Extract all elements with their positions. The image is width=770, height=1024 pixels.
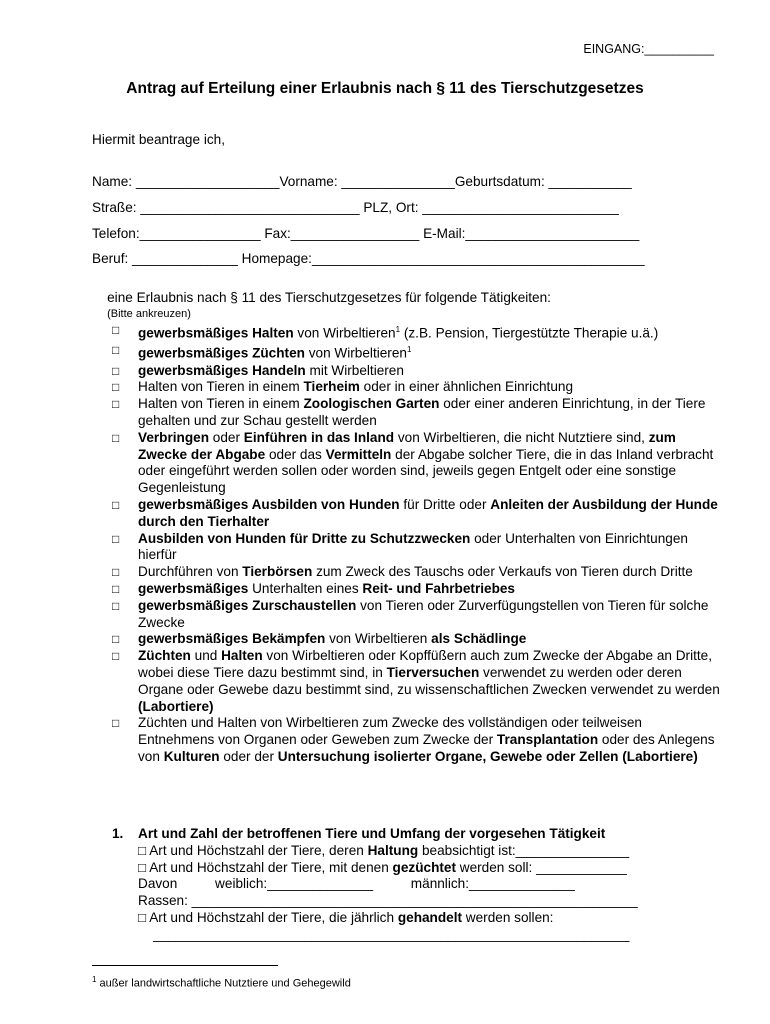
item-text: oder (209, 429, 244, 445)
item-text: □ Art und Höchstzahl der Tiere, mit denen (138, 859, 393, 875)
checkbox[interactable]: □ (112, 498, 120, 513)
checklist-item (112, 581, 720, 598)
checklist-item (112, 396, 720, 430)
section-1-heading (112, 826, 720, 843)
checkbox[interactable]: □ (112, 716, 120, 731)
item-text: oder des Anlegens von (138, 732, 715, 764)
checkbox[interactable]: □ (112, 397, 120, 412)
footnote-mark: 1 (92, 975, 97, 984)
checkbox[interactable]: □ (112, 343, 120, 358)
item-text: Zoologischen Garten (303, 396, 440, 412)
item-text: zum Zwecke der Abgabe (138, 429, 676, 462)
item-text: oder das (265, 446, 326, 462)
ankreuzen-hint: (Bitte ankreuzen) (107, 308, 191, 320)
checkbox[interactable]: □ (112, 363, 120, 378)
checklist-item (112, 598, 720, 632)
section-1 (112, 826, 720, 944)
item-text: gewerbsmäßiges Ausbilden von Hunden (138, 497, 400, 513)
checkbox[interactable]: □ (112, 598, 120, 613)
item-text: gewerbsmäßiges Zurschaustellen (138, 597, 357, 613)
erlaubnis-label: eine Erlaubnis nach § 11 des Tierschutzgesetzes für folgende Tätigkeiten: (107, 290, 551, 305)
checklist-item (112, 363, 720, 380)
item-text: gewerbsmäßiges Handeln (138, 362, 306, 378)
haltung-line[interactable] (112, 843, 720, 860)
item-text: zum Zweck des Tauschs oder Verkaufs von Tieren durch Dritte (312, 564, 693, 580)
item-text: oder einer anderen Einrichtung, in der Tiere gehalten und zur Schau gestellt werden (138, 396, 706, 429)
checkbox[interactable]: □ (112, 380, 120, 395)
intro-text: Hiermit beantrage ich, (92, 132, 225, 147)
item-text: gewerbsmäßiges Bekämpfen (138, 631, 326, 647)
checklist-item (112, 715, 720, 765)
checklist-item (112, 497, 720, 531)
item-text: gewerbsmäßiges Züchten (138, 345, 305, 361)
footnote-rule (92, 965, 278, 966)
item-text: (Labortiere) (138, 698, 214, 714)
item-text: und (190, 648, 222, 664)
item-text: von Wirbeltieren (325, 631, 432, 647)
item-text: Vermitteln (325, 446, 392, 462)
item-text: Durchführen von (138, 564, 243, 580)
item-text: Transplantation (496, 732, 599, 748)
checkbox[interactable]: □ (112, 649, 120, 664)
checkbox[interactable]: □ (112, 565, 120, 580)
checklist-item (112, 430, 720, 497)
checklist-item (112, 564, 720, 581)
checklist-item (112, 631, 720, 648)
item-text: werden soll: ____________ (456, 859, 627, 875)
item-text: Tierbörsen (242, 564, 313, 580)
item-text: Tierheim (303, 379, 360, 395)
section-number: 1. (112, 826, 124, 841)
footnote-text: außer landwirtschaftliche Nutztiere und Gehegewild (96, 977, 351, 990)
item-text: gehandelt (397, 909, 463, 925)
item-text: von Tieren oder Zurverfügungstellen von Tieren für solche Zwecke (138, 597, 709, 630)
checklist-item (112, 648, 720, 715)
item-text: □ Art und Höchstzahl der Tiere, deren (138, 842, 368, 858)
item-text: von Wirbeltieren, die nicht Nutztiere sind, (394, 429, 649, 445)
item-text: verwendet zu werden oder deren Organe oder Gewebe dazu bestimmt sind, zu wissenschaftlichen Zwecken verwendet zu werden (138, 665, 720, 697)
checkbox[interactable]: □ (112, 632, 120, 647)
item-text: als Schädlinge (431, 631, 527, 647)
item-text: von Wirbeltieren (304, 345, 407, 361)
section-title: Art und Zahl der betroffenen Tiere und Umfang der vorgesehen Tätigkeit (138, 826, 606, 841)
item-text: oder Unterhalten von Einrichtungen hierfür (138, 530, 688, 563)
davon-line[interactable]: Davon weiblich:______________ männlich:______________ (138, 876, 575, 892)
checklist-item (112, 531, 720, 565)
item-text: mit Wirbeltieren (305, 362, 404, 378)
item-text: Reit- und Fahrbetriebes (362, 581, 515, 597)
job-line[interactable]: Beruf: ______________ Homepage:____________________________________________ (92, 251, 645, 266)
checkbox[interactable]: □ (112, 323, 120, 337)
footnote-ref: 1 (406, 345, 412, 355)
item-text: beabsichtigt ist:_______________ (418, 842, 630, 858)
item-text: Verbringen (138, 429, 210, 445)
item-text: werden sollen: (462, 909, 554, 925)
gehandelt-line[interactable] (112, 910, 720, 927)
rassen-line[interactable]: Rassen: ___________________________________________________________ (138, 893, 638, 909)
item-text: Halten von Tieren in einem (138, 396, 304, 412)
item-text: Halten (221, 648, 263, 664)
footnote (92, 975, 351, 990)
item-text: oder der (219, 748, 278, 764)
footnote-ref: 1 (395, 325, 401, 334)
form-title: Antrag auf Erteilung einer Erlaubnis nach § 11 des Tierschutzgesetzes (126, 80, 644, 97)
name-line[interactable]: Name: ___________________Vorname: _______________Geburtsdatum: ___________ (92, 174, 632, 189)
item-text: gewerbsmäßiges (138, 581, 249, 597)
item-text: Einführen in das Inland (243, 429, 395, 445)
eingang-field: EINGANG:__________ (583, 42, 714, 56)
checklist-item (112, 322, 720, 342)
item-text: Züchten und Halten von Wirbeltieren zum Zwecke des vollständigen oder teilweisen Entnehmens von Organen oder Geweben zum Zwecke der (138, 715, 642, 748)
checklist-item (112, 342, 720, 362)
item-text: für Dritte oder (399, 497, 491, 513)
checklist-item (112, 379, 720, 396)
checkbox[interactable]: □ (112, 531, 120, 546)
contact-line[interactable]: Telefon:________________ Fax:_________________ E-Mail:_______________________ (92, 226, 640, 241)
item-text: von Wirbeltieren oder Kopffüßern auch zum Zwecke der Abgabe an Dritte, wobei diese Tiere dazu bestimmt sind, in (138, 648, 712, 680)
item-text: (z.B. Pension, Tiergestützte Therapie u.ä.) (400, 325, 659, 341)
checkbox[interactable]: □ (112, 582, 120, 597)
item-text: gewerbsmäßiges Halten (138, 325, 294, 341)
activity-checklist (112, 322, 720, 766)
gehandelt-blank[interactable]: _______________________________________________________________ (138, 926, 630, 942)
item-text: Züchten (138, 648, 191, 664)
item-text: □ Art und Höchstzahl der Tiere, die jährlich (138, 909, 398, 925)
item-text: Halten von Tieren in einem (138, 379, 304, 395)
item-text: gezüchtet (392, 859, 456, 875)
item-text: Anleiten der Ausbildung der Hunde durch den Tierhalter (138, 497, 718, 529)
item-text: Untersuchung isolierter Organe, Gewebe oder Zellen (Labortiere) (277, 748, 698, 764)
item-text: Unterhalten eines (248, 581, 363, 597)
address-line[interactable]: Straße: _____________________________ PLZ, Ort: __________________________ (92, 200, 619, 215)
item-text: Tierversuchen (386, 665, 480, 680)
item-text: der Abgabe solcher Tiere, die in das Inland verbracht oder eingeführt werden sollen oder worden sind, jeweils gegen Entgelt oder eine sonstige Gegenleistung (138, 446, 714, 496)
item-text: oder in einer ähnlichen Einrichtung (359, 379, 574, 395)
gezuechtet-line[interactable] (112, 860, 720, 877)
item-text: von Wirbeltieren (293, 325, 396, 341)
item-text: Haltung (367, 842, 419, 858)
checkbox[interactable]: □ (112, 430, 120, 445)
item-text: Kulturen (163, 748, 220, 764)
item-text: Ausbilden von Hunden für Dritte zu Schutzzwecken (138, 530, 471, 546)
